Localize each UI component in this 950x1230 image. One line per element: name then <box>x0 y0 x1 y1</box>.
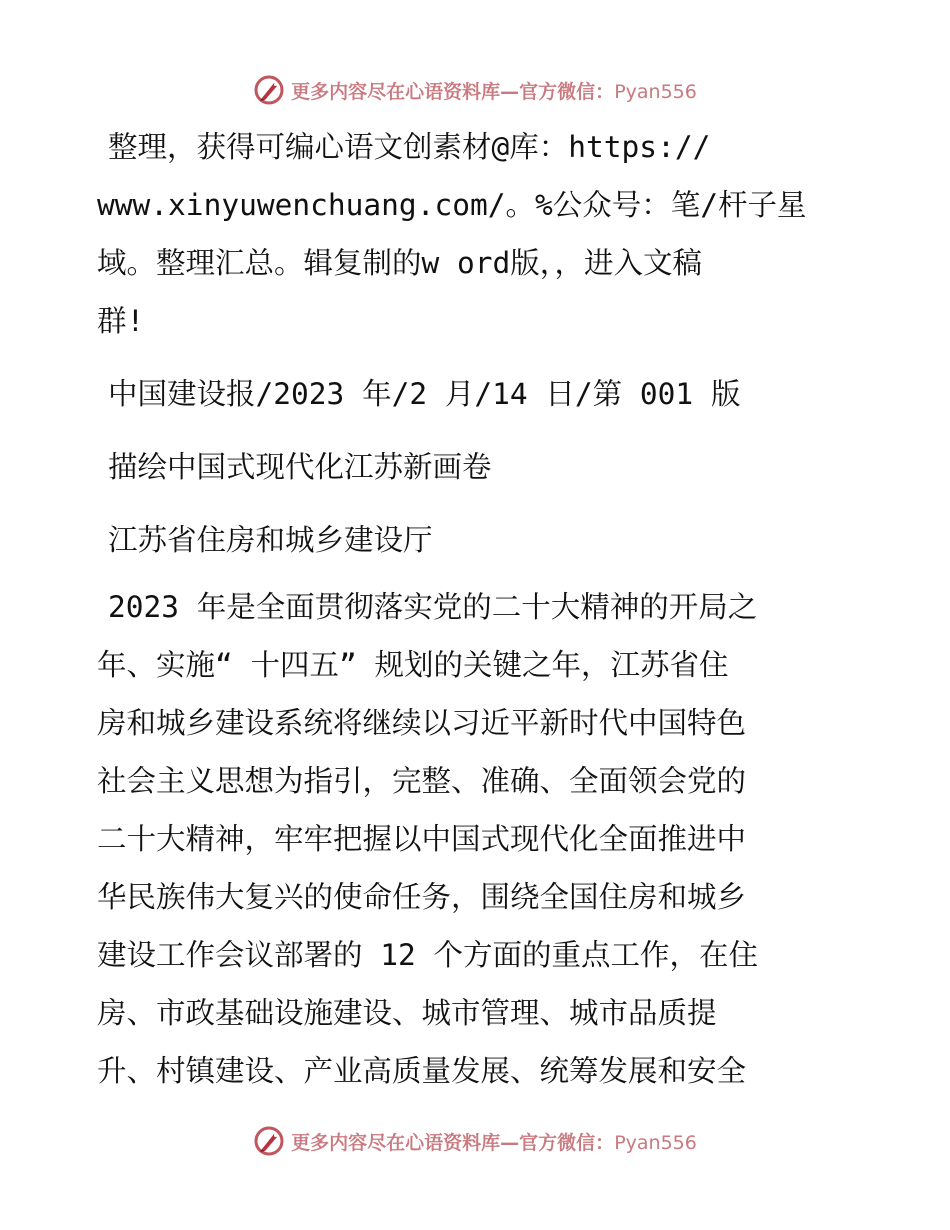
source-line: 中国建设报/2023 年/2 月/14 日/第 001 版 <box>108 377 741 411</box>
header-watermark <box>0 70 950 110</box>
body-line: 房和城乡建设系统将继续以习近平新时代中国特色 <box>97 706 747 740</box>
document-body <box>97 118 857 1100</box>
body-line: 华民族伟大复兴的使命任务，围绕全国住房和城乡 <box>97 880 747 914</box>
body-line: 升、村镇建设、产业高质量发展、统筹发展和安全 <box>97 1054 747 1088</box>
body-line: 二十大精神，牢牢把握以中国式现代化全面推进中 <box>97 822 747 856</box>
watermark-text: 更多内容尽在心语资料库—官方微信：Pyan556 <box>291 80 697 103</box>
pen-nib-logo-icon <box>253 74 285 106</box>
body-line: 房、市政基础设施建设、城市管理、城市品质提 <box>97 996 717 1030</box>
body-line: 建设工作会议部署的 12 个方面的重点工作，在住 <box>97 938 759 972</box>
article-headline: 描绘中国式现代化江苏新画卷 <box>108 450 492 484</box>
footer-watermark <box>0 1121 950 1161</box>
intro-line-1: 整理，获得可编心语文创素材@库：https:// <box>108 130 711 164</box>
intro-line-3: 域。整理汇总。辑复制的w ord版，，进入文稿 <box>97 246 703 280</box>
watermark-text: 更多内容尽在心语资料库—官方微信：Pyan556 <box>291 1131 697 1154</box>
body-line: 社会主义思想为指引，完整、准确、全面领会党的 <box>97 764 747 798</box>
intro-line-2: www.xinyuwenchuang.com/。%公众号：笔/杆子星 <box>97 188 807 222</box>
article-author: 江苏省住房和城乡建设厅 <box>108 523 433 557</box>
pen-nib-logo-icon <box>253 1125 285 1157</box>
body-line: 年、实施“ 十四五” 规划的关键之年，江苏省住 <box>97 648 729 682</box>
body-line: 2023 年是全面贯彻落实党的二十大精神的开局之 <box>108 590 758 624</box>
intro-line-4: 群! <box>97 304 145 338</box>
